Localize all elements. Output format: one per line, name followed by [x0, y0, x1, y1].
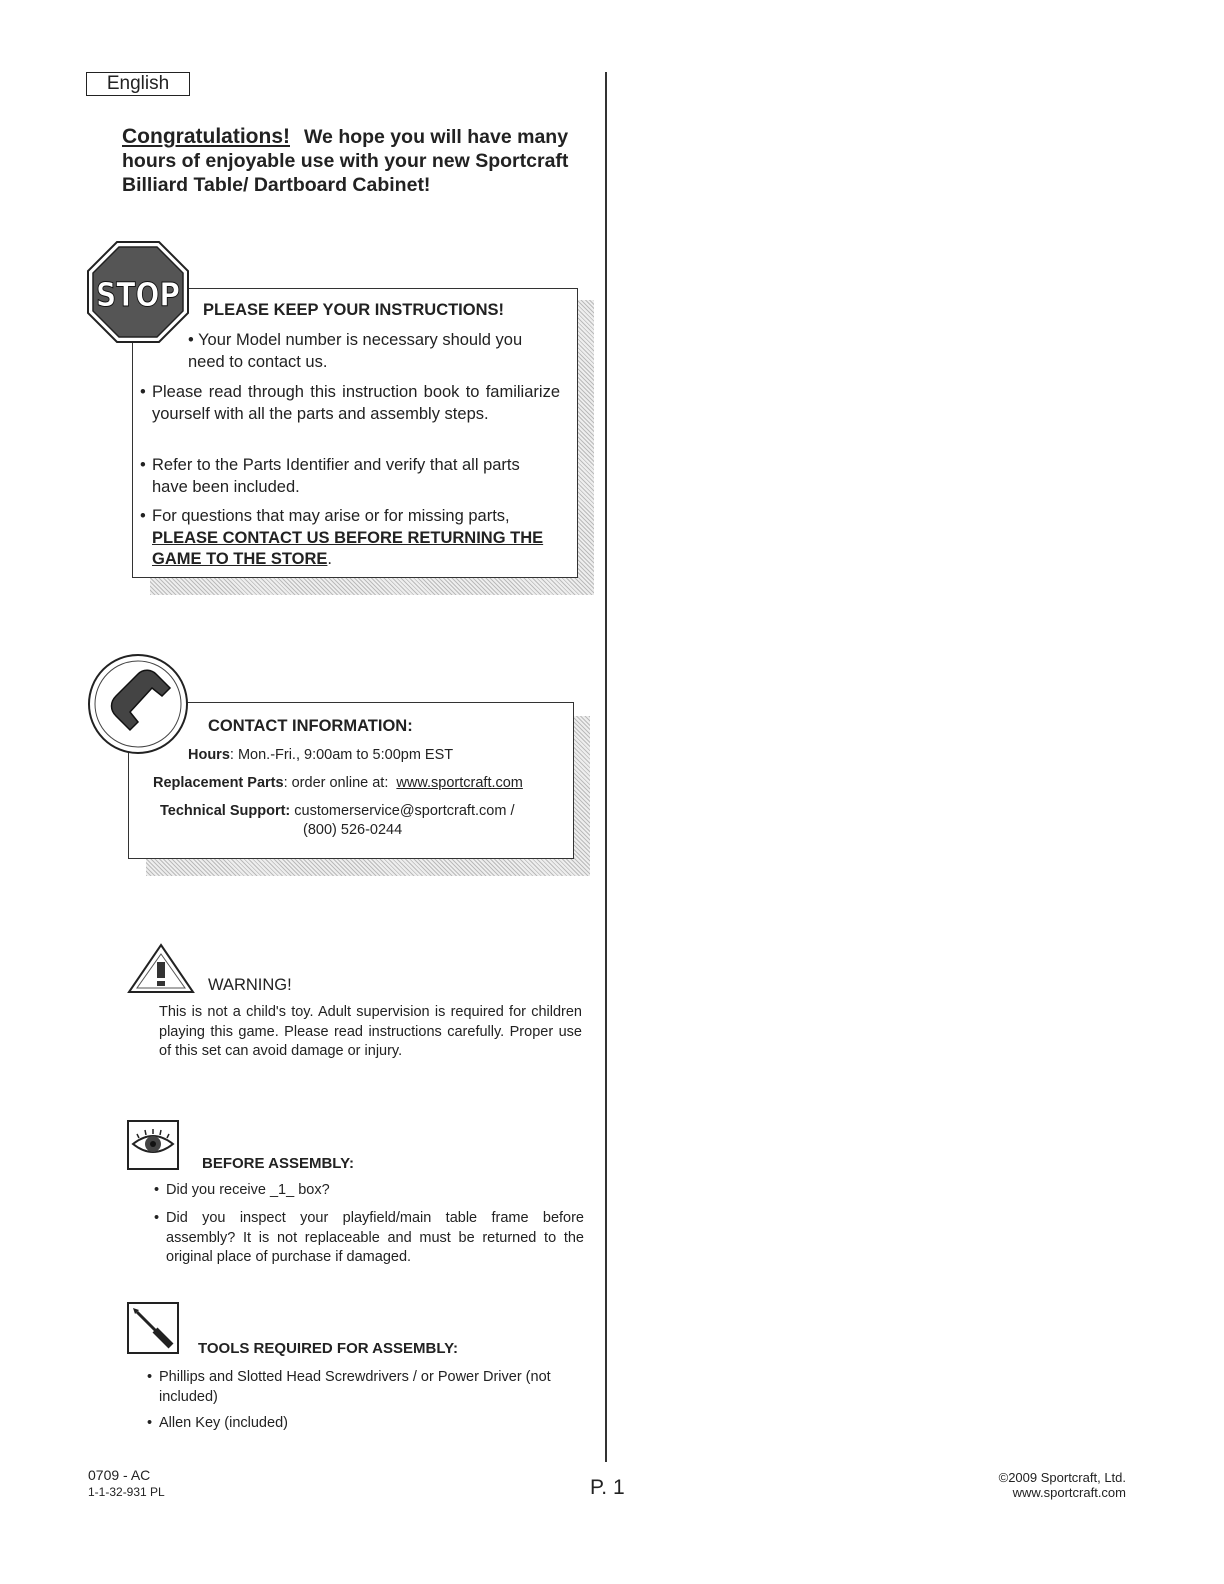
footer-code-2: 1-1-32-931 PL: [88, 1485, 165, 1499]
eye-icon: [127, 1120, 179, 1170]
stop-item-contact: • For questions that may arise or for missing parts, PLEASE CONTACT US BEFORE RETURNING THE GAME TO THE STORE.: [140, 507, 544, 568]
before-item-inspect: • Did you inspect your playfield/main table frame before assembly? It is not replaceable and must be returned to the original place of purchase if damaged.: [154, 1210, 584, 1265]
contact-heading: CONTACT INFORMATION:: [208, 717, 413, 735]
congrats-heading: Congratulations!: [122, 125, 290, 148]
footer-website[interactable]: www.sportcraft.com: [1012, 1485, 1126, 1500]
tools-item-allen-key: • Allen Key (included): [147, 1415, 288, 1431]
contact-hours: Hours: Mon.-Fri., 9:00am to 5:00pm EST: [188, 747, 454, 763]
before-item-boxes: • Did you receive _1_ box?: [154, 1182, 330, 1198]
stop-item-model-number: • Your Model number is necessary should you need to contact us.: [188, 331, 523, 371]
warning-heading: WARNING!: [208, 976, 292, 994]
warning-text: This is not a child's toy. Adult supervision is required for children playing this game. Please read instructions carefully. Proper use of this set can avoid damage or injury.: [159, 1004, 582, 1059]
screwdriver-icon: [127, 1302, 179, 1354]
contact-replacement-parts: Replacement Parts: order online at: www.sportcraft.com: [153, 775, 523, 791]
tools-heading: TOOLS REQUIRED FOR ASSEMBLY:: [198, 1340, 459, 1357]
stop-item-read: • Please read through this instruction book to familiarize yourself with all the parts and assembly steps.: [140, 383, 560, 423]
intro-text: [122, 125, 592, 197]
stop-sign-text: STOP: [96, 275, 180, 314]
footer-code-1: 0709 - AC: [88, 1467, 151, 1483]
intro-message: We hope you will have many hours of enjoyable use with your new Sportcraft Billiard Table/ Dartboard Cabinet!: [122, 126, 569, 196]
page-number: P. 1: [590, 1476, 625, 1499]
stop-heading: PLEASE KEEP YOUR INSTRUCTIONS!: [203, 301, 505, 319]
before-assembly-heading: BEFORE ASSEMBLY:: [202, 1155, 354, 1172]
warning-triangle-icon: [126, 942, 196, 994]
contact-technical-support: Technical Support: customerservice@sportcraft.com /: [160, 803, 515, 819]
stop-item-parts: • Refer to the Parts Identifier and verify that all parts have been included.: [140, 456, 520, 496]
language-tab[interactable]: English: [86, 72, 190, 96]
contact-before-return-notice: PLEASE CONTACT US BEFORE RETURNING THE GAME TO THE STORE: [152, 528, 544, 568]
phone-icon: [86, 652, 190, 756]
support-phone: (800) 526-0244: [303, 822, 403, 838]
box-count: _1_: [269, 1182, 295, 1198]
support-email[interactable]: customerservice@sportcraft.com /: [290, 803, 515, 819]
stop-sign-icon: [86, 240, 190, 344]
tools-item-screwdrivers: • Phillips and Slotted Head Screwdrivers / or Power Driver (not included): [147, 1369, 551, 1405]
column-divider: [605, 72, 607, 1462]
footer-copyright: ©2009 Sportcraft, Ltd.: [998, 1470, 1126, 1485]
sportcraft-link[interactable]: www.sportcraft.com: [396, 775, 523, 791]
